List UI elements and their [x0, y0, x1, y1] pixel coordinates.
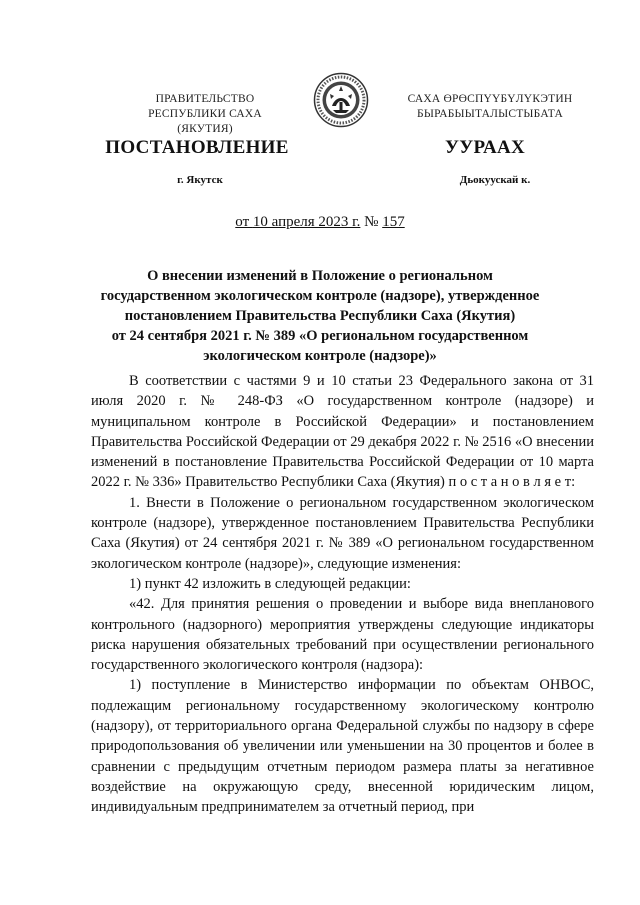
document-body	[91, 371, 594, 818]
title-line: постановлением Правительства Республики Саха (Якутия)	[124, 308, 516, 324]
body-paragraph: В соответствии с частями 9 и 10 статьи 23 Федерального закона от 31 июля 2020 г. № 248-ФЗ «О государственном контроле (надзоре) и муниципальном контроле в Российской Федерации» и постановлением Правительства Российской Федерации от 29 декабря 2022 г. № 2516 «О внесении изменений в постановление Правительства Российской Федерации от 10 марта 2022 г. № 336» Правительство Республики Саха (Якутия) п о с т а н о в л я е т:	[91, 373, 594, 491]
body-paragraph: 1. Внести в Положение о региональном государственном экологическом контроле (надзоре), утвержденное постановлением Правительства Республики Саха (Якутия) от 24 сентября 2021 г. № 389 «О региональном государственном экологическом контроле (надзоре)», следующие изменения:	[91, 494, 594, 572]
title-line: экологическом контроле (надзоре)»	[203, 348, 437, 364]
number-sign: №	[360, 214, 383, 230]
government-name-russian	[120, 92, 290, 137]
body-paragraph: 1) поступление в Министерство информации по объектам ОНВОС, подлежащим региональному государственному экологическому контролю (надзору), от территориального органа Федеральной службы по надзору в сфере природопользования об увеличении или уменьшении на 30 процентов и более в сравнении с предыдущим отчетным периодом размера платы за негативное воздействие на окружающую среду, внесенной юридическим лицом, индивидуальным предпринимателем за отчетный период, при	[91, 677, 594, 816]
date-prefix: от	[235, 214, 253, 230]
document-title	[70, 266, 570, 366]
title-line: государственном экологическом контроле (надзоре), утвержденное	[100, 288, 540, 304]
government-name-sakha	[385, 92, 595, 122]
document-date: 10 апреля 2023 г.	[252, 214, 361, 230]
city-russian: г. Якутск	[177, 174, 223, 186]
document-number: 157	[382, 214, 405, 230]
government-name-ru-line2: РЕСПУБЛИКИ САХА (ЯКУТИЯ)	[148, 108, 262, 135]
government-name-ru-line1: ПРАВИТЕЛЬСТВО	[155, 93, 255, 105]
body-paragraph: «42. Для принятия решения о проведении и выборе вида внепланового контрольного (надзорного) мероприятия утверждены следующие индикаторы риска нарушения обязательных требований при осуществлении регионального государственного экологического контроля (надзора):	[91, 596, 594, 674]
document-date-line	[0, 214, 640, 231]
yakutia-coat-of-arms-icon	[313, 72, 369, 128]
title-line: О внесении изменений в Положение о региональном	[147, 268, 493, 284]
title-line: от 24 сентября 2021 г. № 389 «О региональном государственном	[111, 328, 529, 344]
document-type-russian: ПОСТАНОВЛЕНИЕ	[105, 137, 289, 158]
body-paragraph: 1) пункт 42 изложить в следующей редакции:	[129, 575, 411, 592]
document-type-sakha: УУРААХ	[444, 137, 526, 158]
city-sakha: Дьокуускай к.	[459, 174, 531, 186]
government-name-sakha-line2: БЫРАБЫЫТАЛЫСТЫБАТА	[417, 108, 563, 120]
government-name-sakha-line1: САХА ӨРӨСПҮҮБҮЛҮКЭТИН	[407, 93, 573, 105]
